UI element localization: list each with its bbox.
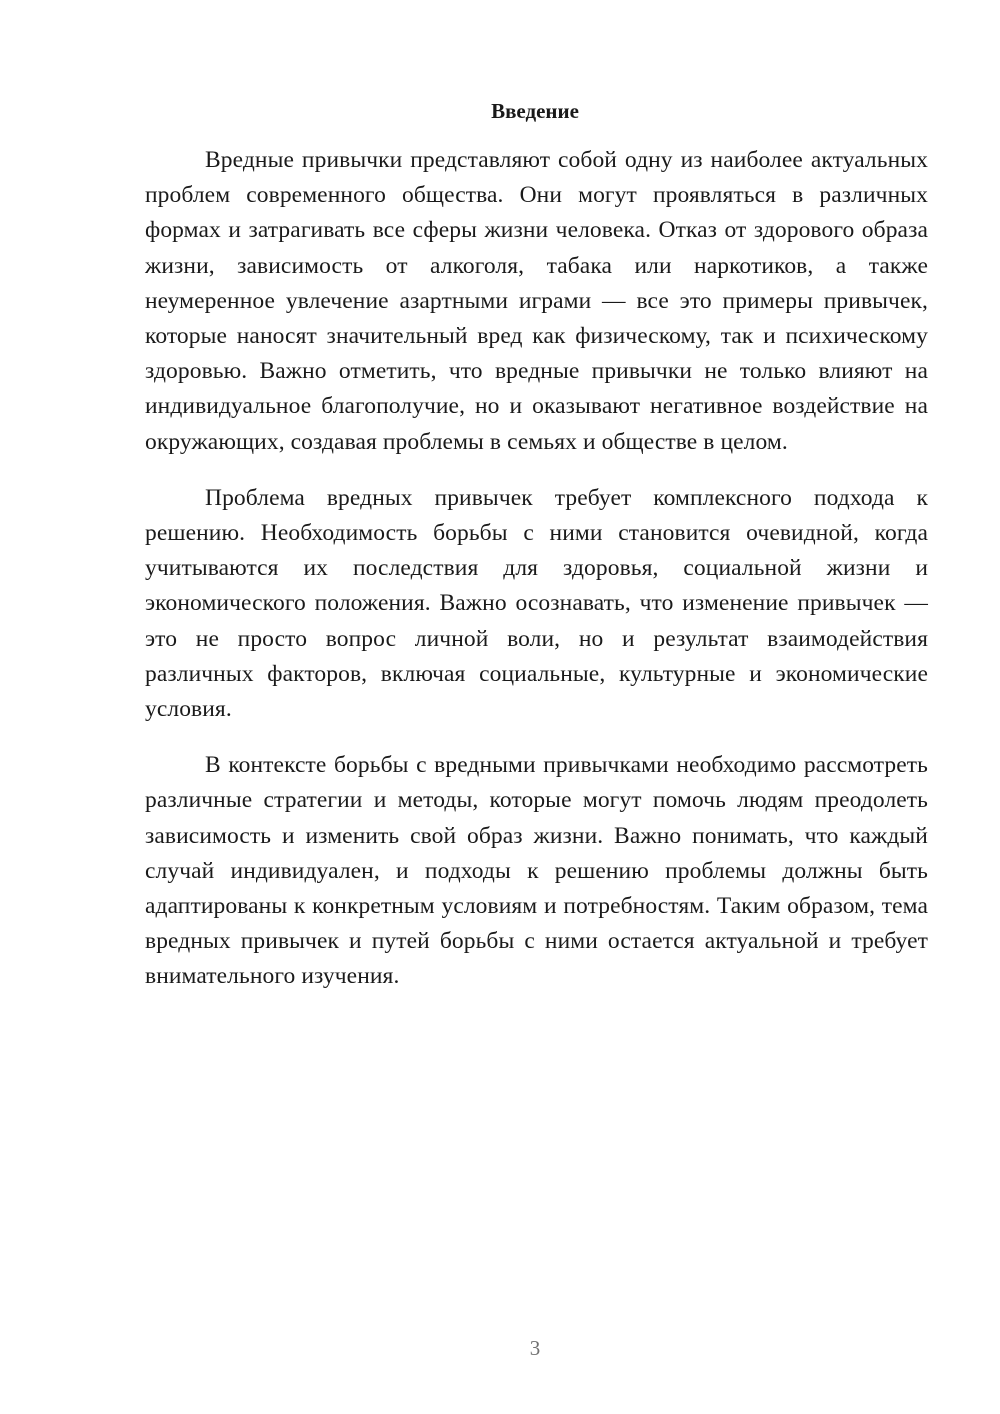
body-text [145, 143, 928, 1016]
paragraph-3: В контексте борьбы с вредными привычками необходимо рассмотреть различные стратегии и методы, которые могут помочь людям преодолеть зависимость и изменить свой образ жизни. Важно понимать, что каждый случай индивидуален, и подходы к решению проблемы должны быть адаптированы к конкретным условиям и потребностям. Таким образом, тема вредных привычек и путей борьбы с ними остается актуальной и требует внимательного изучения. [145, 752, 928, 990]
page-number: 3 [529, 1336, 541, 1360]
paragraph-1: Вредные привычки представляют собой одну из наиболее актуальных проблем современного общества. Они могут проявляться в различных формах и затрагивать все сферы жизни человека. Отказ от здорового образа жизни, зависимость от алкоголя, табака или наркотиков, а также неумеренное увлечение азартными играми — все это примеры привычек, которые наносят значительный вред как физическому, так и психическому здоровью. Важно отметить, что вредные привычки не только влияют на индивидуальное благополучие, но и оказывают негативное воздействие на окружающих, создавая проблемы в семьях и обществе в целом. [145, 147, 928, 455]
paragraph-2: Проблема вредных привычек требует комплексного подхода к решению. Необходимость борьбы с ними становится очевидной, когда учитываются их последствия для здоровья, социальной жизни и экономического положения. Важно осознавать, что изменение привычек — это не просто вопрос личной воли, но и результат взаимодействия различных факторов, включая социальные, культурные и экономические условия. [145, 484, 928, 723]
section-title: Введение [491, 99, 579, 123]
